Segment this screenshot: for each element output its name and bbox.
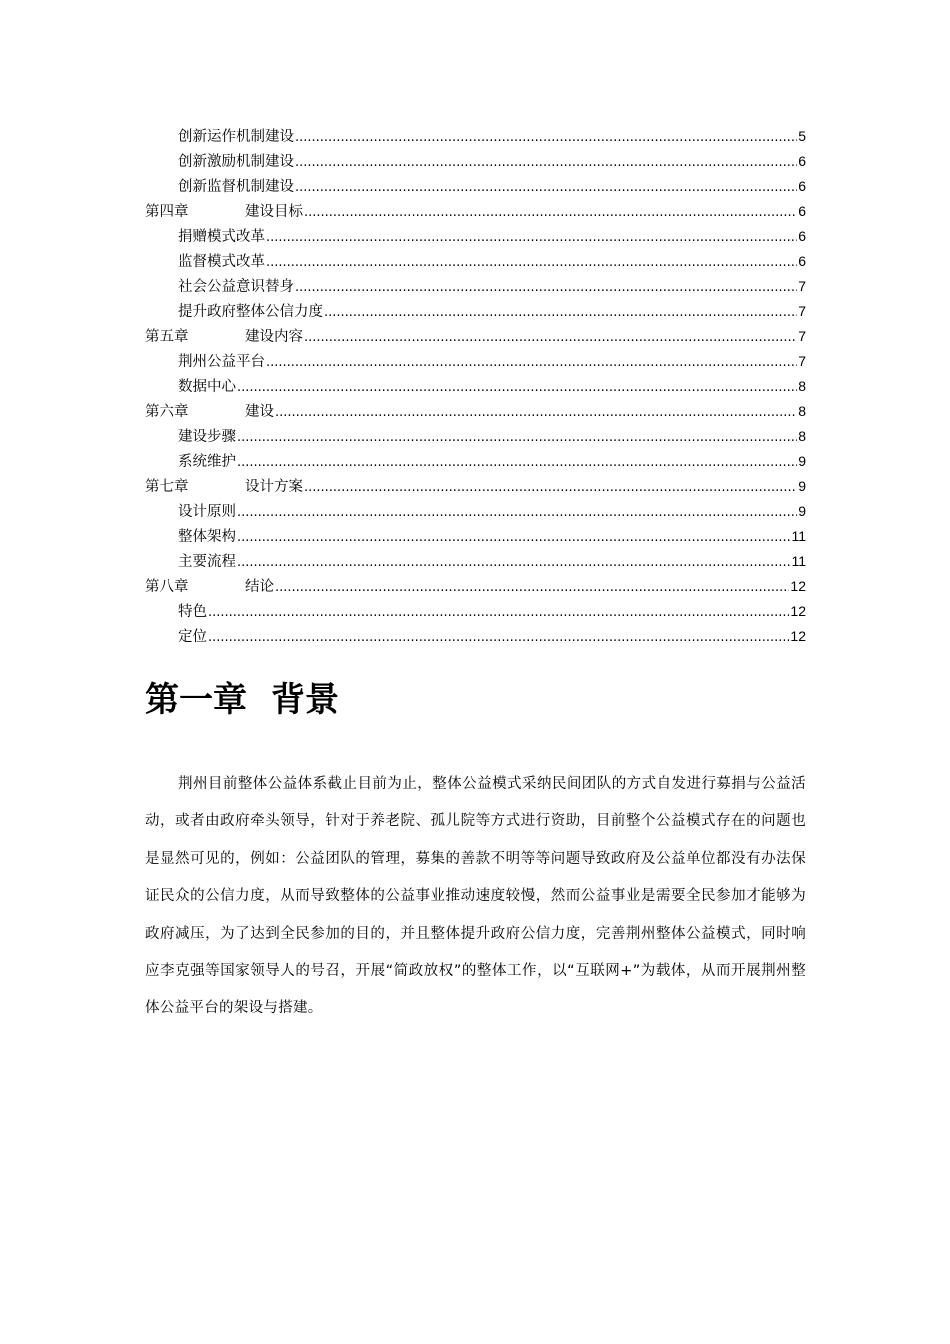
toc-chapter-number: 第五章 — [145, 329, 189, 345]
toc-dot-leader — [295, 125, 797, 150]
toc-entry-title: 建设目标 — [245, 204, 303, 220]
toc-chapter-number: 第八章 — [145, 579, 189, 595]
toc-entry-title: 特色 — [178, 604, 207, 620]
toc-entry[interactable] — [145, 149, 806, 174]
toc-chapter-entry[interactable] — [145, 324, 806, 349]
toc-dot-leader — [304, 325, 797, 350]
toc-page-number: 7 — [798, 303, 806, 319]
toc-page-number: 6 — [798, 178, 806, 194]
toc-entry-title: 系统维护 — [178, 454, 236, 470]
toc-page-number: 6 — [798, 153, 806, 169]
toc-page-number: 8 — [798, 378, 806, 394]
toc-dot-leader — [304, 200, 797, 225]
toc-dot-leader — [266, 225, 797, 250]
toc-entry[interactable] — [145, 374, 806, 399]
toc-chapter-entry[interactable] — [145, 574, 806, 599]
table-of-contents — [145, 124, 806, 649]
toc-page-number: 9 — [798, 478, 806, 494]
toc-dot-leader — [266, 350, 797, 375]
toc-entry[interactable] — [145, 424, 806, 449]
toc-dot-leader — [237, 425, 797, 450]
toc-entry[interactable] — [145, 499, 806, 524]
toc-page-number: 7 — [798, 353, 806, 369]
toc-dot-leader — [295, 275, 797, 300]
chapter-heading — [145, 676, 339, 724]
toc-entry[interactable] — [145, 624, 806, 649]
toc-entry[interactable] — [145, 524, 806, 549]
toc-entry-title: 创新监督机制建设 — [178, 179, 294, 195]
toc-chapter-entry[interactable] — [145, 199, 806, 224]
toc-entry[interactable] — [145, 124, 806, 149]
toc-entry[interactable] — [145, 174, 806, 199]
toc-chapter-entry[interactable] — [145, 399, 806, 424]
toc-entry-title: 提升政府整体公信力度 — [178, 304, 323, 320]
toc-entry[interactable] — [145, 349, 806, 374]
toc-dot-leader — [304, 475, 797, 500]
toc-page-number: 9 — [798, 453, 806, 469]
toc-page-number: 6 — [798, 228, 806, 244]
toc-page-number: 5 — [798, 128, 806, 144]
toc-page-number: 6 — [798, 203, 806, 219]
toc-dot-leader — [237, 525, 790, 550]
toc-entry-title: 监督模式改革 — [178, 254, 265, 270]
toc-entry-title: 主要流程 — [178, 554, 236, 570]
chapter-number: 第一章 — [145, 680, 247, 720]
toc-entry[interactable] — [145, 249, 806, 274]
toc-dot-leader — [324, 300, 797, 325]
toc-chapter-number: 第六章 — [145, 404, 189, 420]
toc-dot-leader — [266, 250, 797, 275]
toc-entry-title: 设计方案 — [245, 479, 303, 495]
toc-entry-title: 整体架构 — [178, 529, 236, 545]
toc-dot-leader — [295, 150, 797, 175]
toc-entry-title: 结论 — [245, 579, 274, 595]
toc-entry[interactable] — [145, 299, 806, 324]
toc-page-number: 9 — [798, 503, 806, 519]
toc-page-number: 8 — [798, 403, 806, 419]
toc-entry-title: 创新激励机制建设 — [178, 154, 294, 170]
toc-page-number: 8 — [798, 428, 806, 444]
toc-entry-title: 社会公益意识替身 — [178, 279, 294, 295]
toc-entry[interactable] — [145, 274, 806, 299]
chapter-title: 背景 — [271, 680, 339, 720]
toc-page-number: 12 — [790, 578, 806, 594]
toc-entry-title: 建设步骤 — [178, 429, 236, 445]
toc-chapter-number: 第四章 — [145, 204, 189, 220]
toc-entry-title: 荆州公益平台 — [178, 354, 265, 370]
toc-page-number: 7 — [798, 328, 806, 344]
toc-dot-leader — [275, 575, 789, 600]
toc-entry[interactable] — [145, 549, 806, 574]
toc-dot-leader — [237, 375, 797, 400]
body-paragraph: 荆州目前整体公益体系截止目前为止，整体公益模式采纳民间团队的方式自发进行募捐与公益活动，或者由政府牵头领导，针对于养老院、孤儿院等方式进行资助，目前整个公益模式存在的问题也是显然可见的，例如：公益团队的管理，募集的善款不明等等问题导致政府及公益单位都没有办法保证民众的公信力度，从而导致整体的公益事业推动速度较慢，然而公益事业是需要全民参加才能够为政府减压，为了达到全民参加的目的，并且整体提升政府公信力度，完善荆州整体公益模式，同时响应李克强等国家领导人的号召，开展“简政放权”的整体工作，以“互联网+”为载体，从而开展荆州整体公益平台的架设与搭建。 — [145, 776, 806, 1017]
toc-dot-leader — [237, 450, 797, 475]
toc-entry-title: 数据中心 — [178, 379, 236, 395]
toc-entry-title: 建设内容 — [245, 329, 303, 345]
toc-entry-title: 定位 — [178, 629, 207, 645]
toc-entry-title: 建设 — [245, 404, 274, 420]
toc-entry[interactable] — [145, 224, 806, 249]
toc-dot-leader — [208, 625, 789, 650]
toc-entry[interactable] — [145, 599, 806, 624]
toc-entry-title: 创新运作机制建设 — [178, 129, 294, 145]
toc-page-number: 11 — [791, 528, 806, 544]
toc-dot-leader — [295, 175, 797, 200]
toc-page-number: 7 — [798, 278, 806, 294]
toc-dot-leader — [237, 550, 790, 575]
toc-page-number: 6 — [798, 253, 806, 269]
toc-chapter-entry[interactable] — [145, 474, 806, 499]
toc-dot-leader — [208, 600, 789, 625]
toc-page-number: 12 — [790, 603, 806, 619]
toc-entry[interactable] — [145, 449, 806, 474]
toc-page-number: 12 — [790, 628, 806, 644]
toc-dot-leader — [237, 500, 797, 525]
toc-page-number: 11 — [791, 553, 806, 569]
toc-chapter-number: 第七章 — [145, 479, 189, 495]
toc-entry-title: 设计原则 — [178, 504, 236, 520]
toc-entry-title: 捐赠模式改革 — [178, 229, 265, 245]
toc-dot-leader — [275, 400, 797, 425]
